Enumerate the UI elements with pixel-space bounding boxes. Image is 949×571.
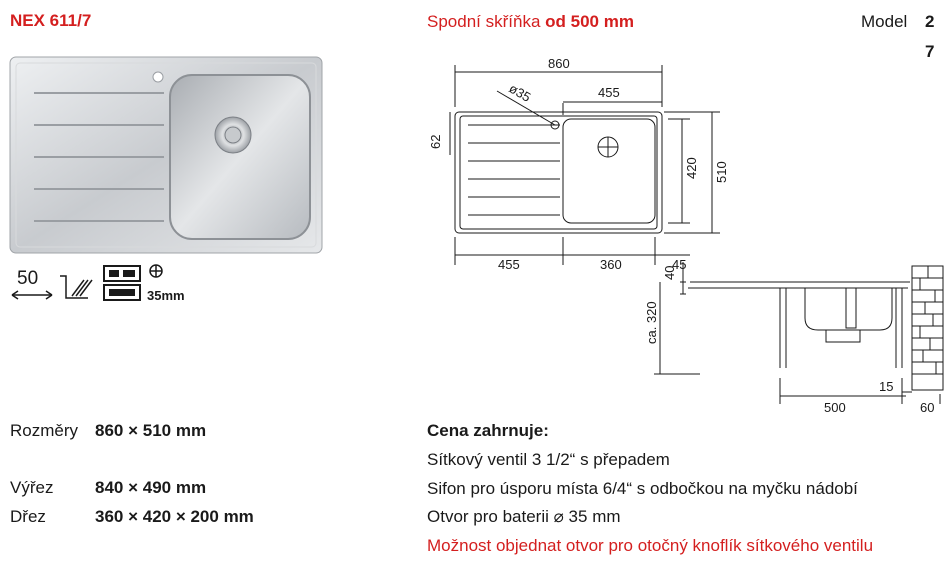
dim-depth: ca. 320	[644, 301, 659, 344]
spec-label-drez: Dřez	[10, 507, 46, 526]
dim-left: 455	[498, 257, 520, 272]
dim-right: 45	[672, 257, 687, 272]
spec-value-vyrez: 840 × 490 mm	[95, 478, 207, 497]
cabinet-prefix: Spodní skříňka	[427, 12, 541, 31]
includes-title: Cena zahrnuje:	[427, 421, 549, 440]
dim-total-depth: 510	[714, 161, 729, 183]
dim-width500: 500	[824, 400, 846, 415]
feature-icons	[10, 262, 200, 310]
tap-hole	[153, 72, 163, 82]
dim-r60: 60	[920, 400, 935, 415]
flush-mount-icon	[60, 276, 92, 298]
model-number: 2	[925, 12, 935, 31]
cabinet-value: od 500 mm	[545, 12, 634, 31]
sink-photo	[8, 55, 328, 255]
includes-item: Sítkový ventil 3 1/2“ s přepadem	[427, 450, 670, 469]
dim-top-offset: 62	[428, 134, 443, 149]
spec-value-rozmery: 860 × 510 mm	[95, 421, 207, 440]
dim-bowl-depth: 420	[684, 157, 699, 179]
dim-bowl-span: 455	[598, 85, 620, 100]
top-view-drawing	[420, 55, 740, 275]
hole-size-text: 35mm	[147, 288, 185, 303]
dim-total: 860	[548, 56, 570, 71]
side-section-drawing	[640, 258, 949, 423]
spec-label-rozmery: Rozměry	[10, 421, 79, 440]
arrow-width-icon	[12, 268, 52, 299]
dim-r15: 15	[879, 379, 894, 394]
includes-item: Sifon pro úsporu místa 6/4“ s odbočkou na myčku nádobí	[427, 479, 858, 498]
product-title: NEX 611/7	[10, 11, 92, 30]
includes-note: Možnost objednat otvor pro otočný knoflík sítkového ventilu	[427, 536, 874, 555]
bowl	[170, 75, 310, 239]
dim-bowl-width: 360	[600, 257, 622, 272]
model-sub-number: 7	[925, 42, 935, 61]
includes-item: Otvor pro baterii ⌀ 35 mm	[427, 507, 621, 526]
model-label: Model	[861, 12, 908, 31]
spec-label-vyrez: Výřez	[10, 478, 54, 497]
tap-hole-icon	[104, 265, 185, 303]
dim-height40: 40	[662, 265, 677, 280]
dim-hole-dia: ø35	[506, 80, 534, 105]
cabinet-requirement	[427, 12, 634, 32]
spec-value-drez: 360 × 420 × 200 mm	[95, 507, 254, 526]
drain-width-text: 50	[17, 268, 39, 289]
